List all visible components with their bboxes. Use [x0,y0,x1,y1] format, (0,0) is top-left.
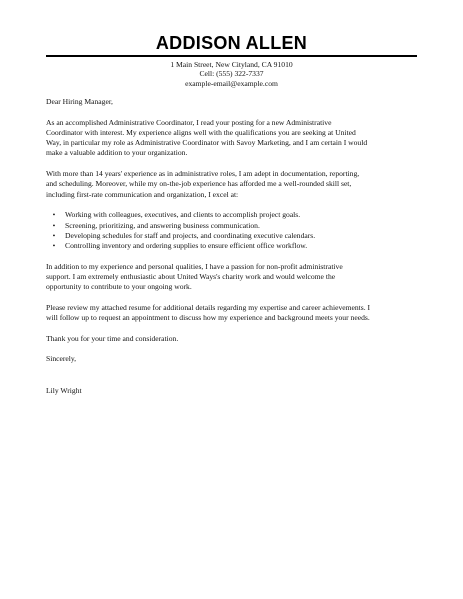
bullet-icon: • [52,230,56,240]
list-item-text: Screening, prioritizing, and answering business communication. [65,220,260,230]
paragraph-follow-up [46,303,422,324]
paragraph-line: With more than 14 years' experience as in administrative roles, I am adept in documentation, reporting, [46,169,360,179]
paragraph-intro [46,118,422,159]
paragraph-passion [46,262,422,293]
signature-name: Lily Wright [46,386,82,396]
bullet-icon: • [52,241,56,251]
list-item [46,231,422,241]
list-item-text: Developing schedules for staff and projects, and coordinating executive calendars. [65,230,316,240]
signature-space [46,375,422,386]
paragraph-line: opportunity to contribute to your ongoing work. [46,282,192,292]
list-item [46,221,422,231]
list-item-text: Controlling inventory and ordering supplies to ensure efficient office workflow. [65,241,308,251]
header-divider [46,55,417,57]
paragraph-line: support. I am extremely enthusiastic about United Ways's charity work and would welcome the [46,272,336,282]
applicant-name: ADDISON ALLEN [155,33,308,53]
contact-address: 1 Main Street, New Cityland, CA 91010 [170,60,293,69]
closing: Sincerely, [46,354,77,364]
salutation: Dear Hiring Manager, [46,97,113,106]
thank-you-line: Thank you for your time and consideration. [46,333,179,343]
list-item [46,210,422,220]
bullet-icon: • [52,220,56,230]
paragraph-line: make a valuable addition to your organization. [46,148,188,158]
paragraph-line: will follow up to request an appointment to discuss how my experience and background meets your needs. [46,313,370,323]
bullet-icon: • [52,210,56,220]
paragraph-line: As an accomplished Administrative Coordinator, I read your posting for a new Administrative [46,117,332,127]
paragraph-experience [46,169,422,200]
paragraph-line: Coordinator with interest. My experience aligns well with the qualifications you are seeking at United [46,127,356,137]
skills-list [46,210,422,251]
contact-block [0,60,463,88]
paragraph-line: Way, in particular my role as Administrative Coordinator with Savoy Marketing, and I am certain I would [46,138,368,148]
contact-phone: Cell: (555) 322-7337 [199,69,264,79]
list-item-text: Working with colleagues, executives, and clients to accomplish project goals. [65,210,301,220]
paragraph-line: Please review my attached resume for additional details regarding my expertise and career achievements. I [46,302,371,312]
letter-body [46,97,422,407]
paragraph-line: including first-rate communication and organization, I excel at: [46,189,239,199]
paragraph-line: and scheduling. Moreover, while my on-the-job experience has afforded me a well-rounded skill set, [46,179,352,189]
contact-email: example-email@example.com [185,78,278,88]
list-item [46,241,422,251]
paragraph-line: In addition to my experience and personal qualities, I have a passion for non-profit administrative [46,261,343,271]
